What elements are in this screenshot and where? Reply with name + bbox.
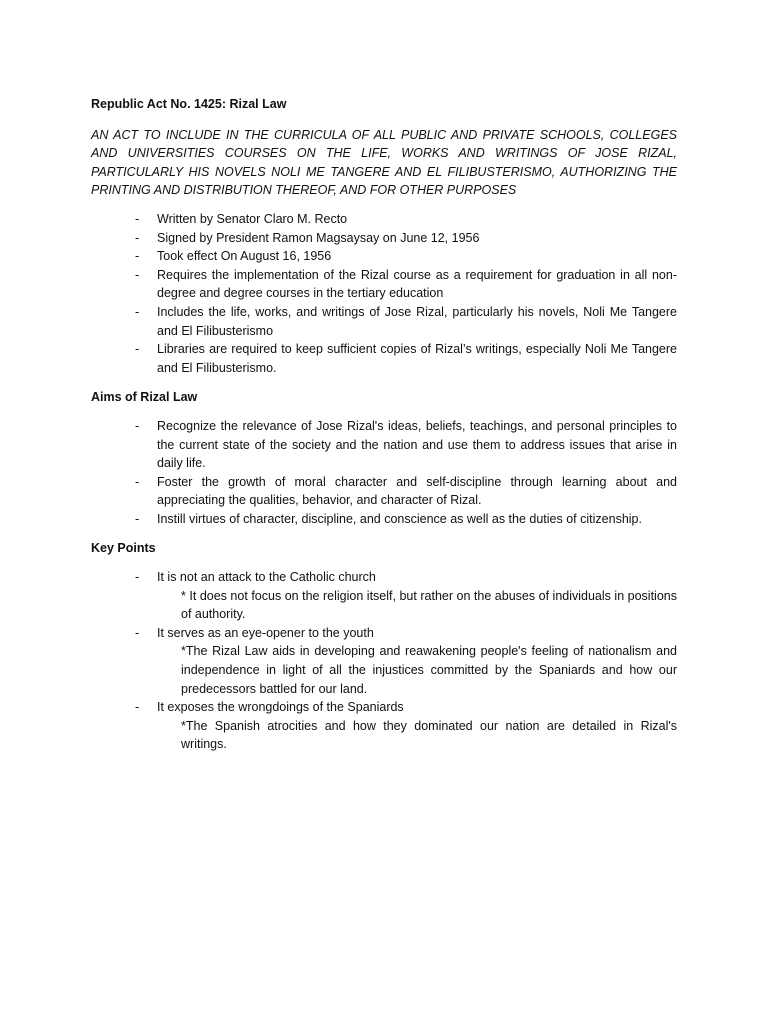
bullet-dash: - xyxy=(135,700,140,715)
list-item xyxy=(91,303,677,340)
list-item xyxy=(91,229,677,248)
key-point-note: * It does not focus on the religion itself, but rather on the abuses of individuals in positions of authority. xyxy=(181,588,677,622)
bullet-dash: - xyxy=(135,342,140,357)
fact-text: Written by Senator Claro M. Recto xyxy=(157,211,348,226)
key-points-list xyxy=(91,568,677,754)
key-points-heading: Key Points xyxy=(91,541,156,556)
bullet-dash: - xyxy=(135,418,140,433)
bullet-dash: - xyxy=(135,570,140,585)
key-point-text: It exposes the wrongdoings of the Spaniards xyxy=(157,700,404,715)
list-item xyxy=(91,473,677,510)
aim-text: Recognize the relevance of Jose Rizal's ideas, beliefs, teachings, and personal principles to the current state of the society and the nation and use them to address issues that arise in daily life. xyxy=(157,418,677,471)
list-item xyxy=(91,624,677,698)
key-point-note: *The Rizal Law aids in developing and reawakening people's feeling of nationalism and independence in light of all the injustices committed by the Spaniards and how our predecessors battled for our land. xyxy=(181,644,677,696)
document-page xyxy=(91,95,677,754)
bullet-dash: - xyxy=(135,625,140,640)
facts-list xyxy=(91,210,677,377)
list-item xyxy=(91,510,677,529)
fact-text: Libraries are required to keep sufficient copies of Rizal’s writings, especially Noli Me Tangere and El Filibusterismo. xyxy=(157,342,677,375)
bullet-dash: - xyxy=(135,249,140,264)
bullet-dash: - xyxy=(135,211,140,226)
key-point-text: It serves as an eye-opener to the youth xyxy=(157,625,374,640)
fact-text: Signed by President Ramon Magsaysay on June 12, 1956 xyxy=(157,230,480,245)
key-point-text: It is not an attack to the Catholic church xyxy=(157,570,376,585)
list-item xyxy=(91,417,677,473)
bullet-dash: - xyxy=(135,267,140,282)
aim-text: Instill virtues of character, discipline, and conscience as well as the duties of citizenship. xyxy=(157,511,642,526)
bullet-dash: - xyxy=(135,511,140,526)
document-title: Republic Act No. 1425: Rizal Law xyxy=(91,97,287,111)
aims-heading: Aims of Rizal Law xyxy=(91,390,198,405)
list-item xyxy=(91,568,677,624)
fact-text: Took effect On August 16, 1956 xyxy=(157,249,332,264)
fact-text: Requires the implementation of the Rizal course as a requirement for graduation in all non-degree and degree courses in the tertiary education xyxy=(157,267,677,301)
list-item xyxy=(91,340,677,377)
aims-list xyxy=(91,417,677,529)
aim-text: Foster the growth of moral character and self-discipline through learning about and appreciating the qualities, behavior, and character of Rizal. xyxy=(157,474,677,508)
list-item xyxy=(91,210,677,229)
bullet-dash: - xyxy=(135,304,140,319)
act-subtitle: AN ACT TO INCLUDE IN THE CURRICULA OF ALL PUBLIC AND PRIVATE SCHOOLS, COLLEGES AND UNIVERSITIES COURSES ON THE LIFE, WORKS AND WRITINGS OF JOSE RIZAL, PARTICULARLY HIS NOVELS NOLI ME TANGERE AND EL FILIBUSTERISMO, AUTHORIZING THE PRINTING AND DISTRIBUTION THEREOF, AND FOR OTHER PURPOSES xyxy=(91,127,677,198)
bullet-dash: - xyxy=(135,230,140,245)
list-item xyxy=(91,698,677,754)
bullet-dash: - xyxy=(135,474,140,489)
list-item xyxy=(91,247,677,266)
fact-text: Includes the life, works, and writings of Jose Rizal, particularly his novels, Noli Me Tangere and El Filibusterismo xyxy=(157,304,677,338)
key-point-note: *The Spanish atrocities and how they dominated our nation are detailed in Rizal's writings. xyxy=(181,718,677,752)
list-item xyxy=(91,266,677,303)
